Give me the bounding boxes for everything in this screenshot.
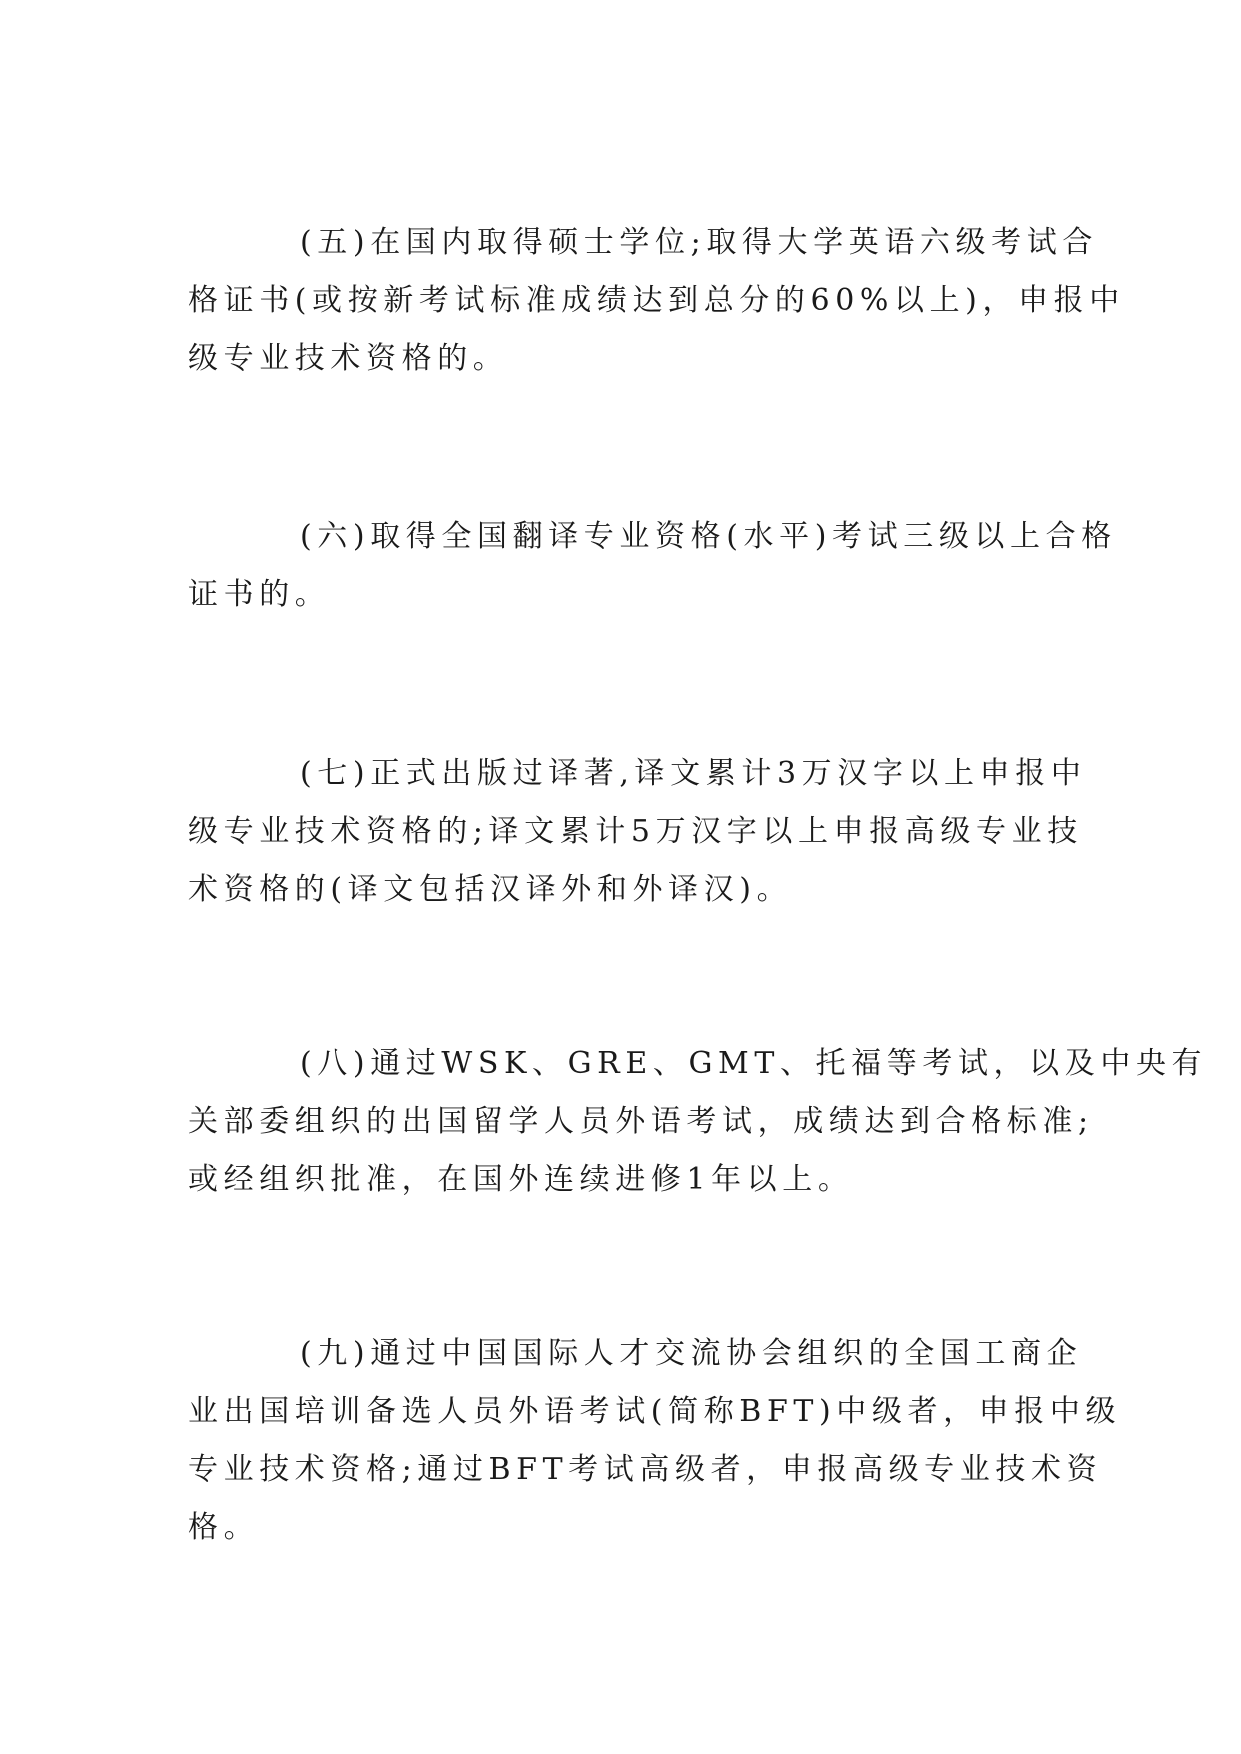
text-line: 关部委组织的出国留学人员外语考试，成绩达到合格标准; [188,1104,1094,1139]
text-line: 证书的。 [188,577,331,612]
paragraph-item-5 [188,214,1125,388]
paragraph-item-7 [188,745,1087,919]
paragraph-item-6 [188,508,1117,624]
text-line: 级专业技术资格的。 [188,341,509,376]
text-line: (六)取得全国翻译专业资格(水平)考试三级以上合格 [300,519,1117,554]
paragraph-item-8 [188,1035,1208,1209]
text-line: (八)通过WSK、GRE、GMT、托福等考试，以及中央有 [300,1046,1208,1081]
paragraph-item-9 [188,1325,1122,1557]
text-line: 业出国培训备选人员外语考试(简称BFT)中级者，申报中级 [188,1394,1122,1429]
text-line: 术资格的(译文包括汉译外和外译汉)。 [188,872,793,907]
text-line: (五)在国内取得硕士学位;取得大学英语六级考试合 [300,225,1098,260]
text-line: (九)通过中国国际人才交流协会组织的全国工商企 [300,1336,1083,1371]
text-line: 级专业技术资格的;译文累计5万汉字以上申报高级专业技 [188,814,1083,849]
text-line: 专业技术资格;通过BFT考试高级者，申报高级专业技术资 [188,1452,1103,1487]
text-line: 格证书(或按新考试标准成绩达到总分的60%以上)，申报中 [188,283,1125,318]
text-line: (七)正式出版过译著,译文累计3万汉字以上申报中 [300,756,1087,791]
text-line: 或经组织批准，在国外连续进修1年以上。 [188,1162,854,1197]
text-line: 格。 [188,1510,260,1545]
